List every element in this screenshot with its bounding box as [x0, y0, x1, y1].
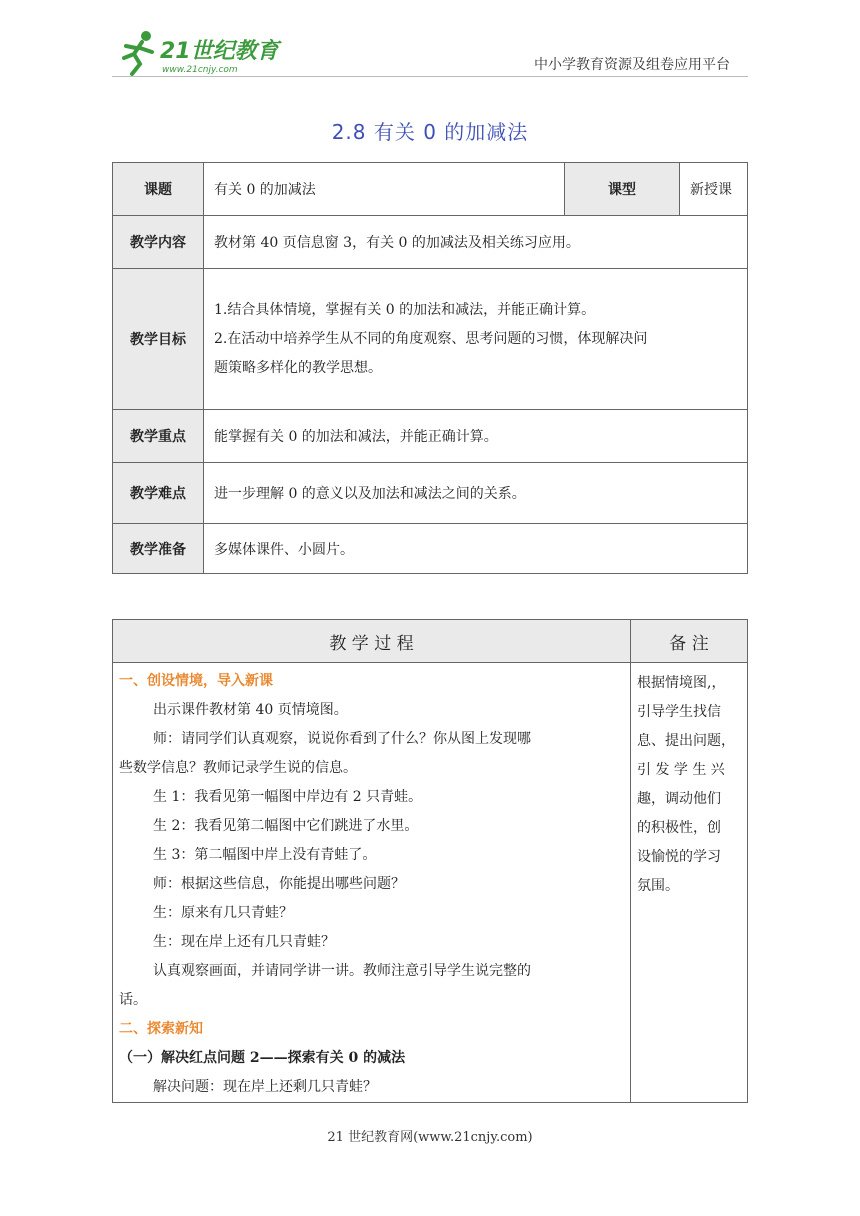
topic-label: 课题 — [113, 163, 204, 216]
process-header: 教 学 过 程 — [113, 620, 631, 663]
header-divider — [112, 76, 748, 77]
subsection-heading: （一）解决红点问题 2——探索有关 0 的减法 — [119, 1050, 406, 1066]
process-body — [113, 663, 631, 1103]
note-line: 息、提出问题， — [637, 733, 735, 749]
platform-text: 中小学教育资源及组卷应用平台 — [534, 57, 730, 73]
notes-body — [631, 663, 748, 1103]
difficulty-value: 进一步理解 0 的意义以及加法和减法之间的关系。 — [204, 463, 748, 524]
note-line: 引 发 学 生 兴 — [637, 762, 725, 778]
content-label: 教学内容 — [113, 216, 204, 269]
prep-label: 教学准备 — [113, 524, 204, 574]
lesson-title: 2.8 有关 0 的加减法 — [331, 120, 529, 144]
goal-value — [204, 269, 748, 410]
process-line: 生：原来有几只青蛙？ — [153, 905, 293, 921]
note-line: 氛围。 — [637, 878, 679, 894]
process-line: 认真观察画面，并请同学讲一讲。教师注意引导学生说完整的 — [153, 963, 531, 979]
goal-line: 题策略多样化的教学思想。 — [214, 359, 382, 376]
goal-line: 2.在活动中培养学生从不同的角度观察、思考问题的习惯，体现解决问 — [214, 330, 648, 347]
process-line: 生：现在岸上还有几只青蛙？ — [153, 934, 335, 950]
difficulty-label: 教学难点 — [113, 463, 204, 524]
type-label: 课型 — [565, 163, 680, 216]
note-line: 引导学生找信 — [637, 704, 721, 720]
process-line: 出示课件教材第 40 页情境图。 — [153, 702, 348, 718]
logo-text: 21世纪教育 — [160, 39, 279, 64]
type-value: 新授课 — [680, 163, 748, 216]
goal-label: 教学目标 — [113, 269, 204, 410]
note-line: 趣，调动他们 — [637, 791, 721, 807]
logo-url: www.21cnjy.com — [162, 65, 238, 75]
note-line: 的积极性，创 — [637, 820, 721, 836]
lesson-info-table — [112, 162, 748, 574]
note-line: 设愉悦的学习 — [637, 849, 721, 865]
process-line: 解决问题：现在岸上还剩几只青蛙？ — [153, 1079, 377, 1095]
process-table — [112, 619, 748, 1103]
prep-value: 多媒体课件、小圆片。 — [204, 524, 748, 574]
process-line: 生 2：我看见第二幅图中它们跳进了水里。 — [153, 818, 419, 834]
note-line: 根据情境图,， — [637, 675, 726, 691]
section-heading: 一、创设情境，导入新课 — [119, 673, 273, 689]
process-line: 话。 — [119, 992, 147, 1008]
page-footer: 21 世纪教育网(www.21cnjy.com) — [327, 1130, 533, 1145]
logo — [112, 28, 292, 78]
section-heading: 二、探索新知 — [119, 1021, 203, 1037]
key-value: 能掌握有关 0 的加法和减法，并能正确计算。 — [204, 410, 748, 463]
process-line: 师：请同学们认真观察，说说你看到了什么？你从图上发现哪 — [153, 731, 531, 747]
goal-line: 1.结合具体情境，掌握有关 0 的加法和减法，并能正确计算。 — [214, 301, 596, 318]
key-label: 教学重点 — [113, 410, 204, 463]
process-line: 生 3：第二幅图中岸上没有青蛙了。 — [153, 847, 377, 863]
page-header — [112, 28, 748, 78]
process-line: 些数学信息？教师记录学生说的信息。 — [119, 760, 357, 776]
process-line: 师：根据这些信息，你能提出哪些问题？ — [153, 876, 405, 892]
content-value: 教材第 40 页信息窗 3，有关 0 的加减法及相关练习应用。 — [204, 216, 748, 269]
topic-value: 有关 0 的加减法 — [204, 163, 565, 216]
notes-header: 备 注 — [631, 620, 748, 663]
process-line: 生 1：我看见第一幅图中岸边有 2 只青蛙。 — [153, 789, 423, 805]
